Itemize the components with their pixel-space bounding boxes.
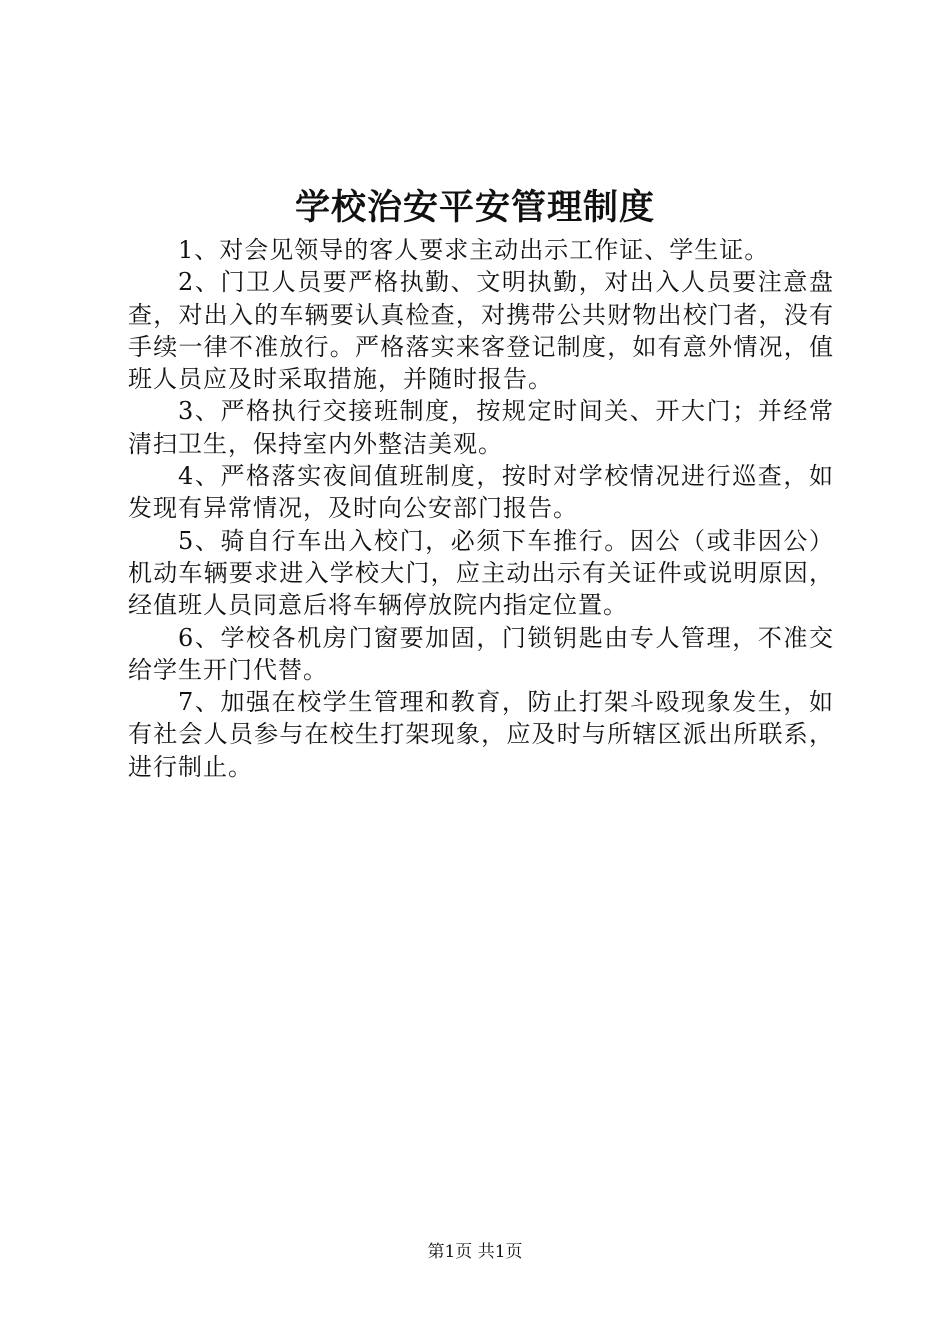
paragraph-1: 1、对会见领导的客人要求主动出示工作证、学生证。: [178, 236, 770, 264]
paragraph-3: 3、严格执行交接班制度，按规定时间关、开大门；并经常清扫卫生，保持室内外整洁美观。: [128, 397, 834, 458]
document-body: [128, 234, 834, 783]
document-title: 学校治安平安管理制度: [294, 188, 655, 228]
paragraph-4: 4、严格落实夜间值班制度，按时对学校情况进行巡查，如发现有异常情况，及时向公安部门报告。: [128, 462, 834, 523]
paragraph-7: 7、加强在校学生管理和教育，防止打架斗殴现象发生，如有社会人员参与在校生打架现象，应及时与所辖区派出所联系，进行制止。: [128, 688, 834, 781]
page-number-footer: 第1页 共1页: [427, 1242, 523, 1262]
paragraph-5: 5、骑自行车出入校门，必须下车推行。因公（或非因公）机动车辆要求进入学校大门，应主动出示有关证件或说明原因，经值班人员同意后将车辆停放院内指定位置。: [128, 526, 834, 620]
paragraph-6: 6、学校各机房门窗要加固，门锁钥匙由专人管理，不准交给学生开门代替。: [128, 623, 834, 684]
paragraph-2: 2、门卫人员要严格执勤、文明执勤，对出入人员要注意盘查，对出入的车辆要认真检查，对携带公共财物出校门者，没有手续一律不准放行。严格落实来客登记制度，如有意外情况，值班人员应及时采取措施，并随时报告。: [128, 268, 834, 394]
